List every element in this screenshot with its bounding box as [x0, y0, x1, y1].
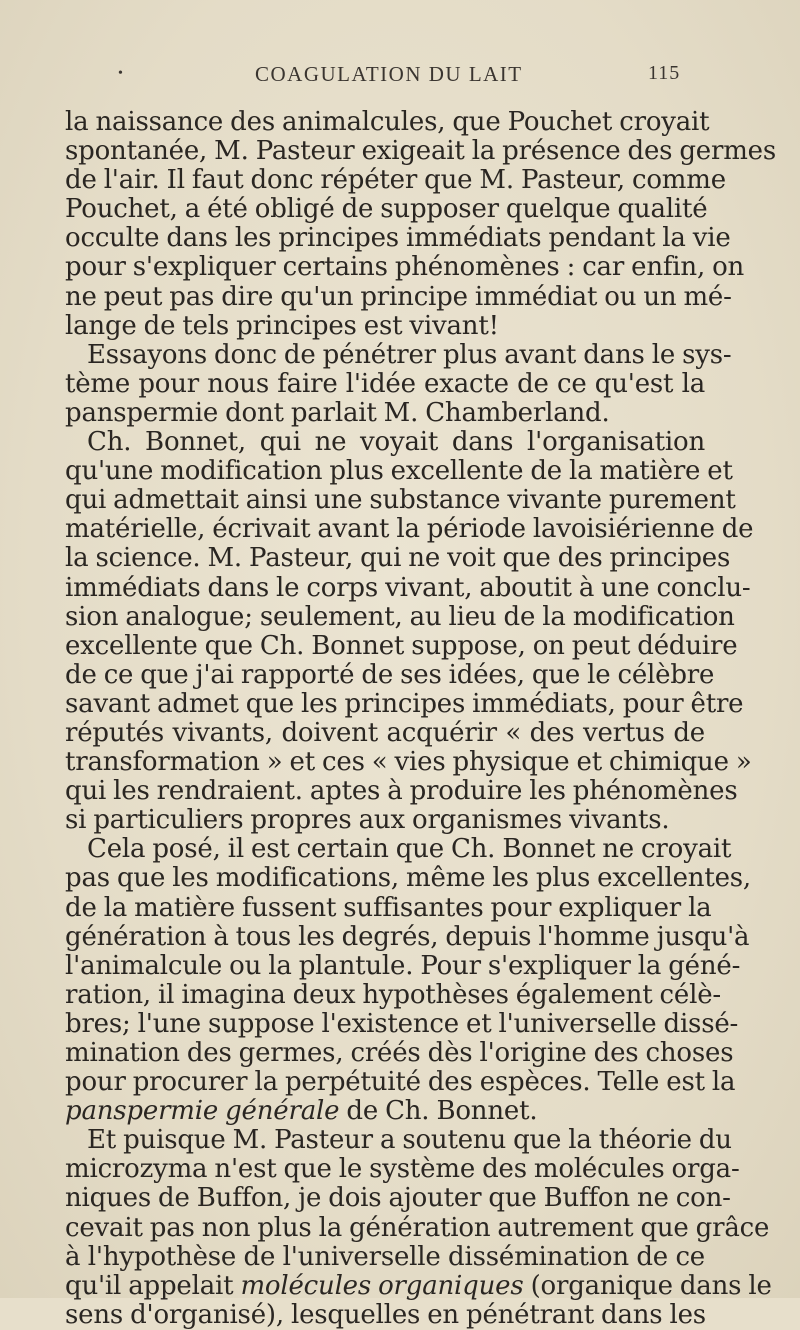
text-segment: excellente que Ch. Bonnet suppose, on peut déduire [65, 630, 738, 661]
text-line [65, 572, 751, 603]
text-segment: qui admettait ainsi une substance vivante purement [65, 485, 736, 516]
text-segment: l'animalcule ou la plantule. Pour s'expliquer la géné- [65, 950, 741, 981]
text-segment: matérielle, écrivait avant la période lavoisiérienne de [65, 514, 754, 545]
text-line [65, 107, 710, 137]
text-segment: Essayons donc de pénétrer plus avant dans le sys- [87, 339, 732, 370]
text-segment: (organique dans le [523, 1270, 772, 1301]
text-segment: de ce que j'ai rapporté de ses idées, que le célèbre [65, 659, 715, 690]
text-line [65, 1301, 705, 1330]
text-line [65, 863, 751, 894]
text-segment: tème pour nous faire l'idée exacte de ce qu'est la [65, 368, 705, 399]
text-line [65, 979, 721, 1010]
italic-text: panspermie générale [65, 1096, 340, 1127]
text-segment: pour s'expliquer certains phénomènes : car enfin, on [65, 252, 745, 283]
text-line [65, 834, 732, 865]
text-line [65, 1154, 740, 1185]
header-mark: • [118, 66, 123, 81]
text-line [65, 776, 738, 807]
text-segment: transformation » et ces « vies physique et chimique » [65, 747, 752, 778]
text-line [65, 456, 733, 487]
text-segment: la naissance des animalcules, que Pouchet croyait [65, 107, 710, 137]
text-line [65, 136, 777, 167]
page-number: 115 [648, 62, 681, 84]
text-line [65, 747, 752, 778]
body-text [65, 107, 777, 1330]
text-segment: immédiats dans le corps vivant, aboutit à une conclu- [65, 572, 751, 603]
text-segment: Et puisque M. Pasteur a soutenu que la théorie du [87, 1125, 732, 1156]
text-line [65, 719, 705, 748]
text-line [65, 1183, 731, 1214]
text-line [65, 688, 744, 719]
text-line [65, 1008, 739, 1039]
text-segment: spontanée, M. Pasteur exigeait la présence des germes [65, 136, 777, 167]
text-segment: Ch. Bonnet, qui ne voyait dans l'organisation [87, 427, 705, 458]
text-segment: Pouchet, a été obligé de supposer quelque qualité [65, 194, 708, 225]
text-line [65, 1038, 734, 1068]
text-line [65, 1270, 772, 1301]
text-segment: Cela posé, il est certain que Ch. Bonnet ne croyait [87, 834, 732, 865]
text-segment: sion analogue; seulement, au lieu de la modification [65, 601, 735, 632]
text-segment: de l'air. Il faut donc répéter que M. Pasteur, comme [65, 165, 726, 196]
text-segment: mination des germes, créés dès l'origine des choses [65, 1038, 734, 1068]
text-line [65, 630, 738, 661]
running-title: COAGULATION DU LAIT [255, 62, 523, 86]
text-line [65, 281, 732, 312]
text-segment: bres; l'une suppose l'existence et l'universelle dissé- [65, 1008, 739, 1039]
text-segment: sens d'organisé), lesquelles en pénétrant dans les [65, 1299, 706, 1330]
text-line [65, 514, 754, 545]
text-line [65, 399, 705, 428]
text-segment: panspermie dont parlait M. Chamberland. [65, 397, 610, 428]
text-segment: la science. M. Pasteur, qui ne voit que des principes [65, 543, 731, 574]
text-line [65, 485, 736, 516]
text-line [65, 1125, 732, 1156]
text-segment: qui les rendraient. aptes à produire les phénomènes [65, 776, 738, 807]
text-line [65, 165, 726, 196]
text-segment: savant admet que les principes immédiats, pour être [65, 688, 744, 719]
text-line [65, 950, 741, 981]
text-segment: cevait pas non plus la génération autrement que grâce [65, 1212, 770, 1243]
text-segment: occulte dans les principes immédiats pendant la vie [65, 223, 731, 254]
text-line [65, 312, 705, 341]
text-line [65, 659, 715, 690]
text-line [65, 223, 731, 254]
text-segment: pour procurer la perpétuité des espèces. Telle est la [65, 1067, 736, 1098]
text-line [65, 339, 732, 370]
text-segment: ration, il imagina deux hypothèses également célè- [65, 979, 721, 1010]
text-segment: de la matière fussent suffisantes pour expliquer la [65, 892, 712, 923]
text-line [65, 921, 750, 952]
text-line [65, 252, 745, 283]
text-line [65, 543, 731, 574]
text-segment: si particuliers propres aux organismes vivants. [65, 805, 670, 836]
text-line [65, 194, 708, 225]
text-line [65, 806, 705, 835]
text-line [65, 428, 705, 457]
text-segment: génération à tous les degrés, depuis l'homme jusqu'à [65, 921, 750, 952]
page-header [0, 62, 800, 92]
text-segment: ne peut pas dire qu'un principe immédiat ou un mé- [65, 281, 732, 312]
text-segment: réputés vivants, doivent acquérir « des vertus de [65, 717, 705, 748]
text-line [65, 370, 705, 399]
text-line [65, 892, 712, 923]
text-segment: microzyma n'est que le système des molécules orga- [65, 1154, 740, 1185]
text-line [65, 1243, 705, 1272]
text-line [65, 1067, 736, 1098]
text-segment: qu'il appelait [65, 1270, 241, 1301]
text-segment: de Ch. Bonnet. [339, 1096, 538, 1127]
text-segment: pas que les modifications, même les plus excellentes, [65, 863, 751, 894]
italic-text: molécules organiques [240, 1270, 524, 1301]
text-segment: qu'une modification plus excellente de la matière et [65, 456, 733, 487]
text-segment: niques de Buffon, je dois ajouter que Buffon ne con- [65, 1183, 731, 1214]
text-segment: lange de tels principes est vivant! [65, 310, 499, 341]
text-segment: à l'hypothèse de l'universelle dissémination de ce [65, 1241, 705, 1272]
text-line [65, 601, 735, 632]
text-line [65, 1212, 770, 1243]
text-line [65, 1097, 705, 1126]
